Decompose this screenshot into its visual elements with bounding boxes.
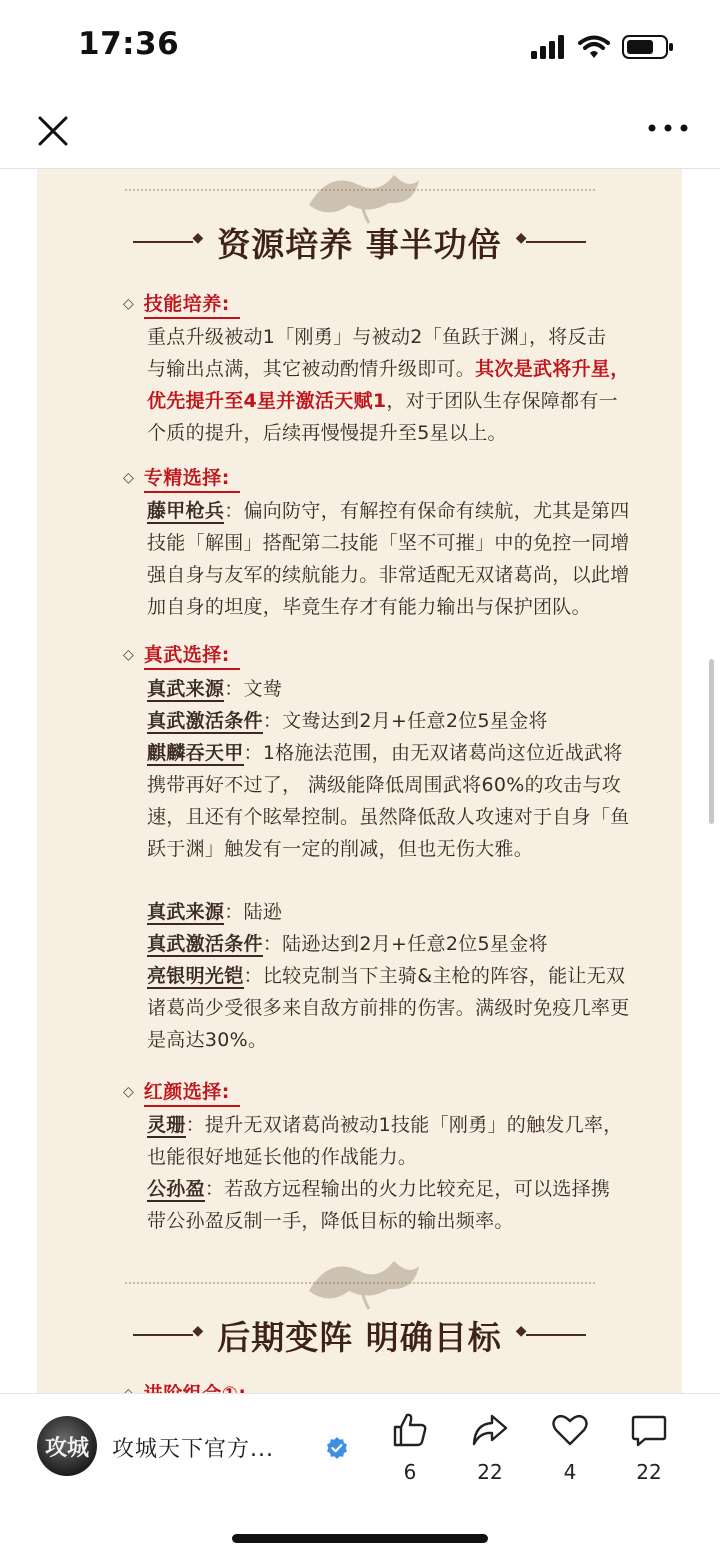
body-text: 诸葛尚少受很多来自敌方前排的伤害。满级时免疫几率更 [147,997,630,1019]
body-text: 携带再好不过了， 满级能降低周围武将60%的攻击与攻 [147,774,622,796]
body-text: ，对于团队生存保障都有一 [386,390,618,412]
paragraph-line [147,385,641,417]
body-text: 是高达30%。 [147,1029,268,1051]
status-bar [0,0,720,96]
thumbs-up-icon [390,1410,430,1450]
body-text: ：陆逊达到2月+任意2位5星金将 [262,933,548,955]
paragraph-line [147,960,641,992]
paragraph-line [147,321,641,353]
body-text: 跃于渊」触发有一定的削减，但也无伤大雅。 [147,838,534,860]
paragraph-line [147,1141,641,1173]
keyword-text: 真武来源 [147,678,225,700]
paragraph-zhenwu-a [147,673,641,865]
title-ornament-left [133,236,203,248]
paragraph-line [147,673,641,705]
paragraph-line [147,801,641,833]
like-count: 6 [403,1460,417,1484]
wifi-icon [578,35,610,59]
status-icons [530,34,674,60]
paragraph-line [147,1109,641,1141]
comment-count: 22 [636,1460,662,1484]
paragraph-line [147,705,641,737]
body-text: 也能很好地延长他的作战能力。 [147,1146,418,1168]
signal-icon [530,35,566,59]
favorite-button[interactable] [540,1410,600,1484]
share-button[interactable] [460,1410,520,1484]
body-text: 与输出点满，其它被动酌情升级即可。 [147,358,476,380]
highlight-text: 优先提升至4星并激活天赋1 [147,390,387,412]
paragraph-zhenwu-b [147,896,641,1056]
paragraph-line [147,495,641,527]
body-text: ：1格施法范围，由无双诸葛尚这位近战武将 [243,742,623,764]
home-indicator[interactable] [232,1534,488,1543]
verified-badge-icon [325,1436,349,1460]
section-title-lineup [37,1307,682,1363]
body-text: ：文鸯达到2月+任意2位5星金将 [262,710,548,732]
body-text: 速，且还有个眩晕控制。虽然降低敌人攻速对于自身「鱼 [147,806,630,828]
favorite-count: 4 [563,1460,577,1484]
keyword-text: 藤甲枪兵 [147,500,225,522]
scrollbar-thumb[interactable] [709,659,714,824]
keyword-text: 麒麟吞天甲 [147,742,244,764]
title-ornament-right [516,236,586,248]
diamond-bullet-icon: ◇ [123,647,134,663]
diamond-bullet-icon: ◇ [123,1084,134,1100]
paragraph-line [147,896,641,928]
battery-icon [622,34,674,60]
body-text: 个质的提升，后续再慢慢提升至5星以上。 [147,422,507,444]
subhead-hongyan [123,1077,240,1107]
paragraph-line [147,992,641,1024]
paragraph-line [147,1205,641,1237]
title-ornament-right [516,1329,586,1341]
keyword-text: 亮银明光铠 [147,965,244,987]
body-text: ：陆逊 [224,901,283,923]
paragraph-line [147,769,641,801]
paragraph-line [147,1173,641,1205]
dragon-ornament-icon [299,1251,429,1311]
section-heading: 资源培养 事半功倍 [217,224,502,264]
section-title-resources [37,214,682,270]
body-text: ：比较克制当下主骑&主枪的阵容，能让无双 [243,965,626,987]
subhead-label: 红颜选择: [144,1077,240,1107]
paragraph-skill [147,321,641,449]
paragraph-line [147,559,641,591]
paragraph-line [147,591,641,623]
subhead-label: 技能培养: [144,289,240,319]
body-text: ：若敌方远程输出的火力比较充足，可以选择携 [204,1178,611,1200]
share-arrow-icon [470,1410,510,1450]
subhead-zhenwu [123,640,240,670]
keyword-text: 真武来源 [147,901,225,923]
keyword-text: 真武激活条件 [147,933,263,955]
body-text: 加自身的坦度，毕竟生存才有能力输出与保护团队。 [147,596,591,618]
paragraph-line [147,417,641,449]
subhead-spec [123,463,240,493]
body-text: 技能「解围」搭配第二技能「坚不可摧」中的免控一同增 [147,532,630,554]
close-icon[interactable] [30,108,76,154]
keyword-text: 公孙盈 [147,1178,205,1200]
comment-button[interactable] [619,1410,679,1484]
keyword-text: 真武激活条件 [147,710,263,732]
body-text: ：偏向防守，有解控有保命有续航，尤其是第四 [224,500,630,522]
section-heading: 后期变阵 明确目标 [217,1317,502,1357]
heart-icon [550,1410,590,1450]
bottom-bar [0,1393,720,1559]
subhead-skill [123,289,240,319]
keyword-text: 灵珊 [147,1114,186,1136]
body-text: 带公孙盈反制一手，降低目标的输出频率。 [147,1210,514,1232]
nav-bar [0,96,720,169]
article-viewport[interactable] [0,169,720,1393]
paragraph-line [147,1024,641,1056]
paragraph-line [147,928,641,960]
share-count: 22 [477,1460,503,1484]
paragraph-spec [147,495,641,623]
body-text: 强自身与友军的续航能力。非常适配无双诸葛尚，以此增 [147,564,630,586]
body-text: ：文鸯 [224,678,283,700]
body-text: ：提升无双诸葛尚被动1技能「刚勇」的触发几率， [185,1114,623,1136]
like-button[interactable] [380,1410,440,1484]
highlight-text: 其次是武将升星， [475,358,630,380]
avatar[interactable]: 攻城 [37,1416,97,1476]
comment-bubble-icon [629,1410,669,1450]
article-content [37,169,682,1393]
paragraph-hongyan [147,1109,641,1237]
diamond-bullet-icon: ◇ [123,296,134,312]
paragraph-line [147,833,641,865]
body-text: 重点升级被动1「刚勇」与被动2「鱼跃于渊」，将反击 [147,326,607,348]
subhead-label: 真武选择: [144,640,240,670]
more-options-icon[interactable] [646,116,690,140]
subhead-label: 专精选择: [144,463,240,493]
diamond-bullet-icon: ◇ [123,470,134,486]
paragraph-line [147,737,641,769]
paragraph-line [147,353,641,385]
account-name[interactable]: 攻城天下官方... [112,1437,274,1462]
title-ornament-left [133,1329,203,1341]
status-time: 17:36 [78,26,180,62]
paragraph-line [147,527,641,559]
